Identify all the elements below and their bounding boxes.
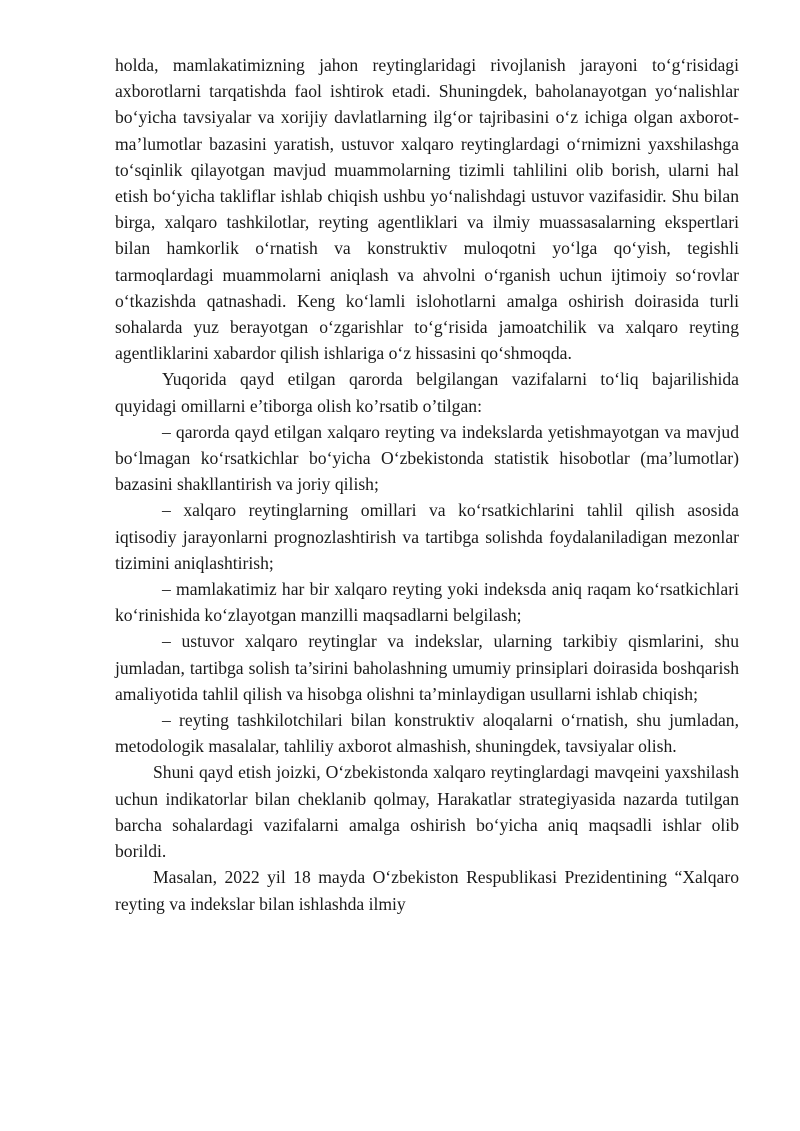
paragraph-example: Masalan, 2022 yil 18 mayda O‘zbekiston Respublikasi Prezidentining “Xalqaro reyting va indekslar bilan ishlashda ilmiy xyxy=(115,867,739,914)
list-item: – qarorda qayd etilgan xalqaro reyting va indekslarda yetishmayotgan va mavjud bo‘lmagan ko‘rsatkichlar bo‘yicha O‘zbekistonda statistik hisobotlar (ma’lumotlar) bazasini shakllantirish va joriy qilish; xyxy=(115,421,739,495)
list-item: – mamlakatimiz har bir xalqaro reyting yoki indeksda aniq raqam ko‘rsatkichlari ko‘rinishida ko‘zlayotgan manzilli maqsadlarni belgilash; xyxy=(115,579,739,626)
list-item: – xalqaro reytinglarning omillari va ko‘rsatkichlarini tahlil qilish asosida iqtisodiy jarayonlarni prognozlashtirish va tartibga solishda foydalaniladigan mezonlar tizimini aniqlashtirish; xyxy=(115,500,739,573)
paragraph-intro-factors: Yuqorida qayd etilgan qarorda belgilangan vazifalarni to‘liq bajarilishida quyidagi omillarni e’tiborga olish ko’rsatib o’tilgan: xyxy=(115,369,739,416)
list-item: – reyting tashkilotchilari bilan konstruktiv aloqalarni o‘rnatish, shu jumladan, metodologik masalalar, tahliliy axborot almashish, shuningdek, tavsiyalar olish. xyxy=(115,710,739,757)
paragraph-notable: Shuni qayd etish joizki, O‘zbekistonda xalqaro reytinglardagi mavqeini yaxshilash uchun indikatorlar bilan cheklanib qolmay, Harakatlar strategiyasida nazarda tutilgan barcha sohalardagi vazifalarni amalga oshirish bo‘yicha aniq maqsadli ishlar olib borildi. xyxy=(115,762,739,862)
document-page xyxy=(115,52,739,917)
list-item: – ustuvor xalqaro reytinglar va indekslar, ularning tarkibiy qismlarini, shu jumladan, tartibga solish ta’sirini baholashning umumiy prinsiplari doirasida boshqarish amaliyotida tahlil qilish va hisobga olishni ta’minlaydigan usullarni ishlab chiqish; xyxy=(115,631,739,704)
paragraph-continuation: holda, mamlakatimizning jahon reytinglaridagi rivojlanish jarayoni to‘g‘risidagi axborotlarni tarqatishda faol ishtirok etadi. Shuningdek, baholanayotgan yo‘nalishlar bo‘yicha tavsiyalar va xorijiy davlatlarning ilg‘or tajribasini o‘z ichiga olgan axborot-ma’lumotlar bazasini yaratish, ustuvor xalqaro reytinglardagi o‘rnimizni yaxshilashga to‘sqinlik qilayotgan mavjud muammolarning tizimli tahlilini olib borish, ularni hal etish bo‘yicha takliflar ishlab chiqish ushbu yo‘nalishdagi ustuvor vazifasidir. Shu bilan birga, xalqaro tashkilotlar, reyting agentliklari va ilmiy muassasalarning ekspertlari bilan hamkorlik o‘rnatish va konstruktiv muloqotni yo‘lga qo‘yish, tegishli tarmoqlardagi muammolarni aniqlash va ahvolni o‘rganish uchun ijtimoiy so‘rovlar o‘tkazishda qatnashadi. Keng ko‘lamli islohotlarni amalga oshirish doirasida turli sohalarda yuz berayotgan o‘zgarishlar to‘g‘risida jamoatchilik va xalqaro reyting agentliklarini xabardor qilish ishlariga o‘z hissasini qo‘shmoqda. xyxy=(115,55,739,364)
